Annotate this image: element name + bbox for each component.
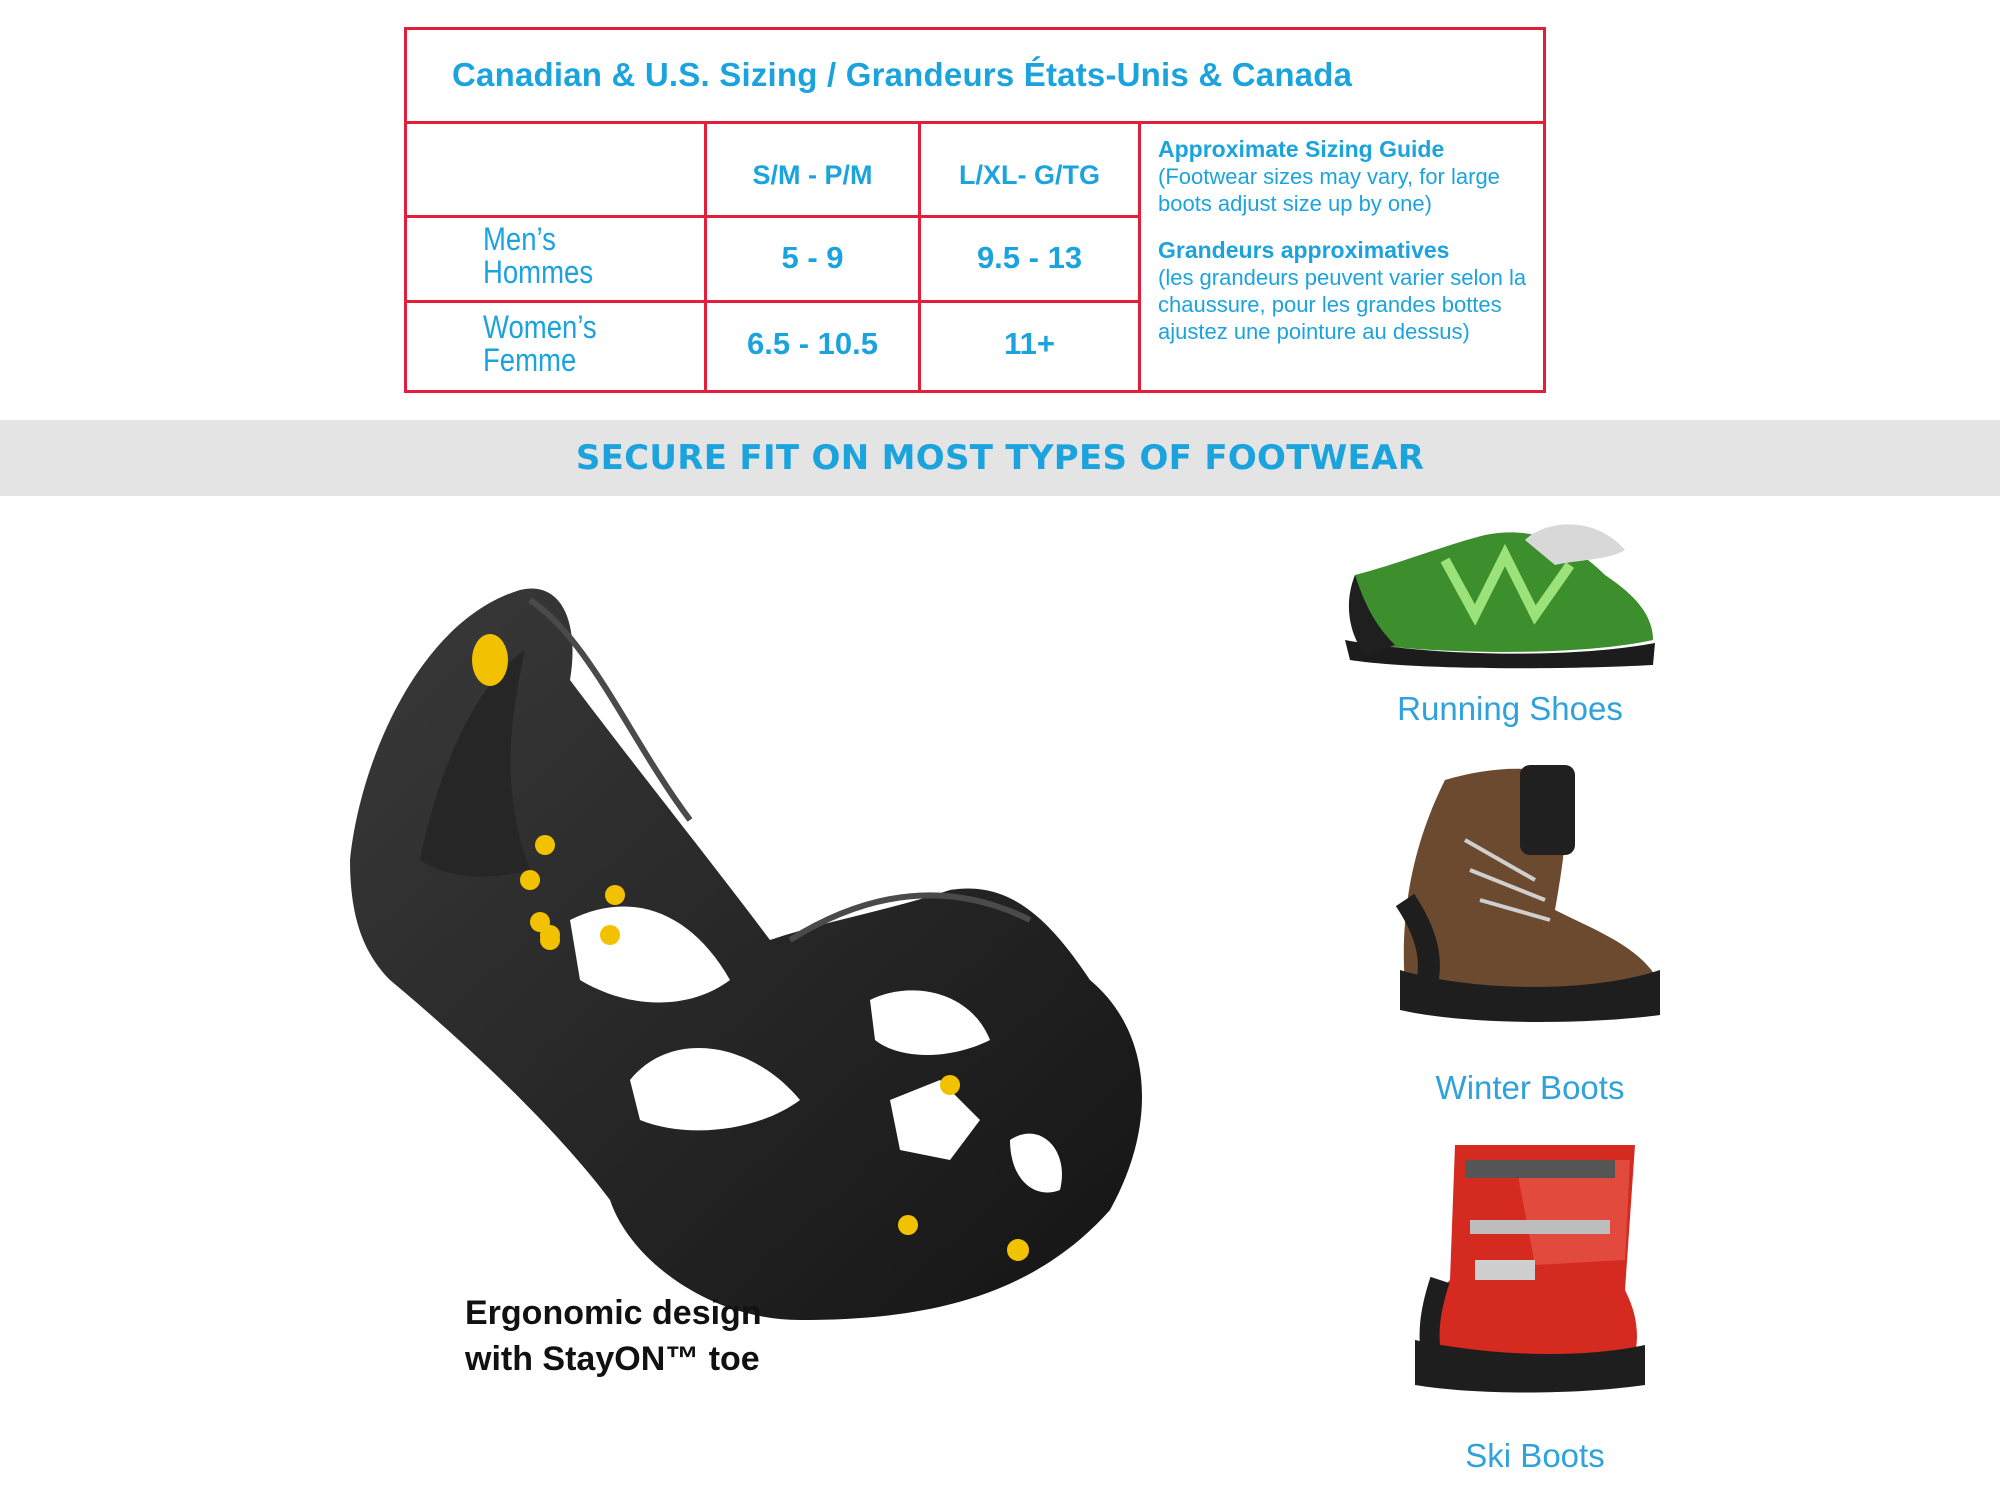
row-label-women-fr: Femme: [483, 342, 577, 378]
ice-cleat-image: [330, 560, 1310, 1410]
ski-boots-label: Ski Boots: [1465, 1437, 1605, 1474]
running-shoe-image: [1335, 505, 1665, 670]
table-title: Canadian & U.S. Sizing / Grandeurs États-Unis & Canada: [452, 56, 1353, 93]
boot-buckle: [1475, 1260, 1535, 1280]
stud-icon: [898, 1215, 918, 1235]
table-divider: [407, 215, 1140, 218]
table-divider: [407, 121, 1543, 124]
caption-line-1: Ergonomic design: [465, 1294, 762, 1332]
boot-buckle: [1465, 1160, 1615, 1178]
banner-heading: SECURE FIT ON MOST TYPES OF FOOTWEAR: [575, 438, 1425, 478]
row-label-men-fr: Hommes: [483, 254, 594, 290]
ski-boot-image: [1395, 1140, 1655, 1400]
stud-icon: [520, 870, 540, 890]
guide-english-text: (Footwear sizes may vary, for large boots adjust size up by one): [1158, 164, 1500, 216]
men-small-medium-size: 5 - 9: [781, 240, 844, 275]
sizing-guide-note: [1158, 136, 1543, 345]
table-divider: [407, 300, 1140, 303]
guide-french-title: Grandeurs approximatives: [1158, 237, 1450, 263]
stud-icon: [605, 885, 625, 905]
row-label-men-en: Men’s: [483, 221, 556, 257]
boot-buckle: [1470, 1220, 1610, 1234]
sizing-table: [404, 27, 1546, 393]
caption-line-2: with StayON™ toe: [465, 1340, 760, 1378]
guide-french-text: (les grandeurs peuvent varier selon la chaussure, pour les grandes bottes ajustez une pointure au dessus): [1158, 265, 1527, 344]
row-label-women: [483, 311, 597, 377]
cleat-sole: [350, 588, 1142, 1320]
stud-icon: [540, 925, 560, 945]
stud-icon: [600, 925, 620, 945]
running-shoes-label: Running Shoes: [1397, 690, 1623, 727]
boot-collar: [1520, 765, 1575, 855]
row-label-women-en: Women’s: [483, 309, 597, 345]
feature-caption: [465, 1290, 762, 1382]
table-divider: [1138, 121, 1141, 393]
stud-icon: [1007, 1239, 1029, 1261]
stud-icon: [535, 835, 555, 855]
guide-english-title: Approximate Sizing Guide: [1158, 136, 1445, 162]
column-header-large-xl: L/XL- G/TG: [959, 160, 1100, 190]
stud-icon: [472, 634, 508, 686]
cleat-heel-strap: [1430, 1280, 1440, 1370]
winter-boot-image: [1385, 760, 1665, 1030]
column-header-small-medium: S/M - P/M: [752, 160, 873, 190]
men-large-xl-size: 9.5 - 13: [976, 240, 1083, 275]
winter-boots-label: Winter Boots: [1435, 1069, 1625, 1106]
women-large-xl-size: 11+: [1004, 326, 1055, 361]
feature-banner: [0, 420, 2000, 496]
row-label-men: [483, 223, 593, 289]
women-small-medium-size: 6.5 - 10.5: [747, 326, 878, 361]
stud-icon: [940, 1075, 960, 1095]
